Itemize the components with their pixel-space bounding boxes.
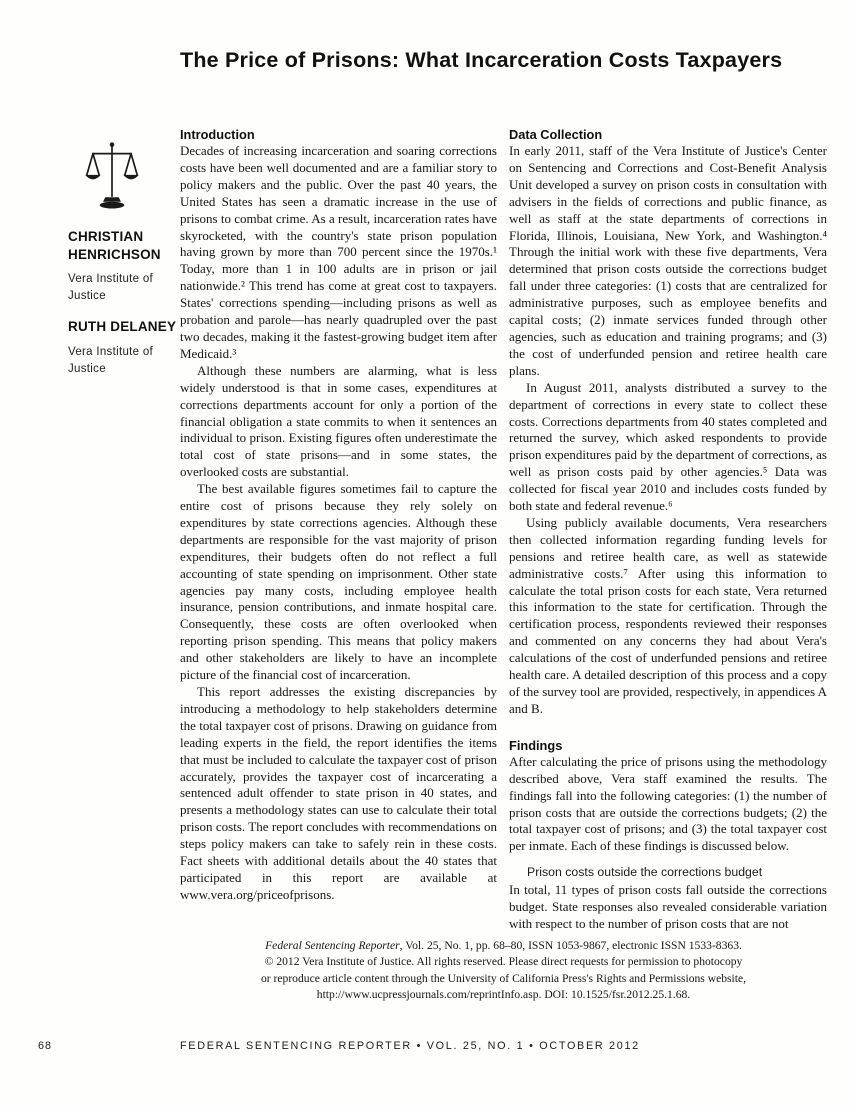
section-heading-data-collection: Data Collection	[509, 127, 603, 142]
subsection-heading-prison-costs: Prison costs outside the corrections budget	[527, 865, 763, 880]
author-name: RUTH DELANEY	[68, 319, 177, 335]
section-heading-findings: Findings	[509, 737, 563, 753]
section-heading-introduction: Introduction	[180, 127, 255, 142]
body-paragraph: In total, 11 types of prison costs fall outside the corrections budget. State responses also revealed considerable variation with respect to the number of prison costs that are not	[509, 882, 827, 932]
body-paragraph: Decades of increasing incarceration and soaring corrections costs have been well documented and are a familiar story to policy makers and the public. Over the past 40 years, the United States has seen a dramatic increase in the use of prisons to combat crime. As a result, incarceration rates have skyrocketed, with the country's state prison population having grown by more than 700 percent since the 1970s.¹ Today, more than 1 in 100 adults are in prison or jail nationwide.² This trend has come at great cost to taxpayers. States' corrections spending—including prisons as well as probation and parole—has nearly quadrupled over the past two decades, making it the fastest-growing budget item after Medicaid.³	[180, 143, 497, 361]
right-text-column	[509, 126, 827, 933]
body-paragraph: In early 2011, staff of the Vera Institute of Justice's Center on Sentencing and Corrections and Cost-Benefit Analysis Unit developed a survey on prison costs in consultation with advisers in the fields of corrections and public finance, as well as staff at the state departments of corrections in Florida, Illinois, Louisiana, New York, and Washington.⁴ Through the initial work with these five departments, Vera determined that prison costs outside the corrections budget fall under three categories: (1) costs that are centralized for administrative purposes, such as employee benefits and capital costs; (2) inmate services funded through other agencies, such as education and training programs; and (3) the cost of underfunded pension and retiree health care plans.	[509, 143, 827, 378]
author-affiliation: Vera Institute of Justice	[68, 345, 154, 375]
citation-line: © 2012 Vera Institute of Justice. All rights reserved. Please direct requests for permission to photocopy	[264, 955, 743, 969]
citation-line	[180, 938, 827, 954]
author-sidebar	[68, 140, 180, 377]
body-paragraph: Although these numbers are alarming, what is less widely understood is that in some cases, expenditures at corrections departments account for only a portion of the financial obligation a state commits to when it sentences an individual to prison. Existing figures often underestimate the total cost of state prisons—and in some states, the overlooked costs are substantial.	[180, 362, 497, 480]
author-block	[68, 318, 180, 377]
body-paragraph: This report addresses the existing discrepancies by introducing a methodology to help stakeholders determine the total taxpayer cost of prisons. Drawing on guidance from leading experts in the field, the report identifies the items that must be included to calculate the taxpayer cost of prison accurately, provides the taxpayer cost of incarcerating a sentenced adult offender to state prison in 40 states, and presents a methodology states can use to calculate their total prison costs. The report concludes with recommendations on steps policy makers can take to safely rein in these costs. Fact sheets with additional details about the 40 states that participated in this report are available at www.vera.org/priceofprisons.	[180, 684, 497, 902]
body-paragraph: In August 2011, analysts distributed a survey to the department of corrections in every state to collect these costs. Corrections departments from 40 states completed and returned the survey, which asked respondents to provide prison expenditures paid by the department of corrections, as well as prison costs paid by other agencies.⁵ Data was collected for fiscal year 2010 and includes costs funded by both state and federal revenue.⁶	[509, 379, 827, 514]
article-title: The Price of Prisons: What Incarceration Costs Taxpayers	[180, 48, 783, 72]
citation-volume-issn: , Vol. 25, No. 1, pp. 68–80, ISSN 1053-9867, electronic ISSN 1533-8363.	[399, 939, 742, 952]
author-affiliation: Vera Institute of Justice	[68, 273, 154, 302]
citation-block	[180, 938, 827, 1004]
body-paragraph: After calculating the price of prisons using the methodology described above, Vera staff examined the results. The findings fall into the following categories: (1) the number of prison costs that are outside the corrections budgets; (2) the total taxpayer cost of prisons; and (3) the total taxpayer cost per inmate. Each of these findings is discussed below.	[509, 753, 827, 854]
body-paragraph: Using publicly available documents, Vera researchers then collected information regarding funding levels for pensions and retiree health care, as well as statewide administrative costs.⁷ After using this information to calculate the total prison costs for each state, Vera returned this information to the state for certification. Through the certification process, respondents reviewed their responses and commented on any concerns they had about Vera's calculations of the cost of underfunded pensions and retiree health care. A detailed description of this process and a copy of the survey tool are provided, respectively, in appendices A and B.	[509, 514, 827, 716]
author-name: CHRISTIAN HENRICHSON	[68, 229, 161, 262]
citation-line: or reproduce article content through the University of California Press's Rights and Permissions website,	[260, 971, 747, 985]
journal-name: Federal Sentencing Reporter	[265, 939, 400, 952]
page-number: 68	[38, 1040, 53, 1052]
left-text-column	[180, 126, 497, 904]
scales-of-justice-icon	[84, 140, 140, 212]
citation-line: http://www.ucpressjournals.com/reprintInfo.asp. DOI: 10.1525/fsr.2012.25.1.68.	[316, 988, 691, 1002]
running-title: FEDERAL SENTENCING REPORTER • VOL. 25, NO. 1 • OCTOBER 2012	[180, 1040, 640, 1052]
body-paragraph: The best available figures sometimes fail to capture the entire cost of prisons because they rely solely on expenditures by state corrections agencies. Although these departments are responsible for the vast majority of prison expenditures, their budgets often do not reflect a full accounting of state spending on imprisonment. Other state agencies pay many costs, including employee health insurance, pension contributions, and inmate hospital care. Consequently, these costs are often overlooked when reporting prison spending. This means that policy makers and other stakeholders are likely to have an incomplete picture of the financial cost of incarceration.	[180, 481, 497, 683]
author-block	[68, 228, 180, 304]
